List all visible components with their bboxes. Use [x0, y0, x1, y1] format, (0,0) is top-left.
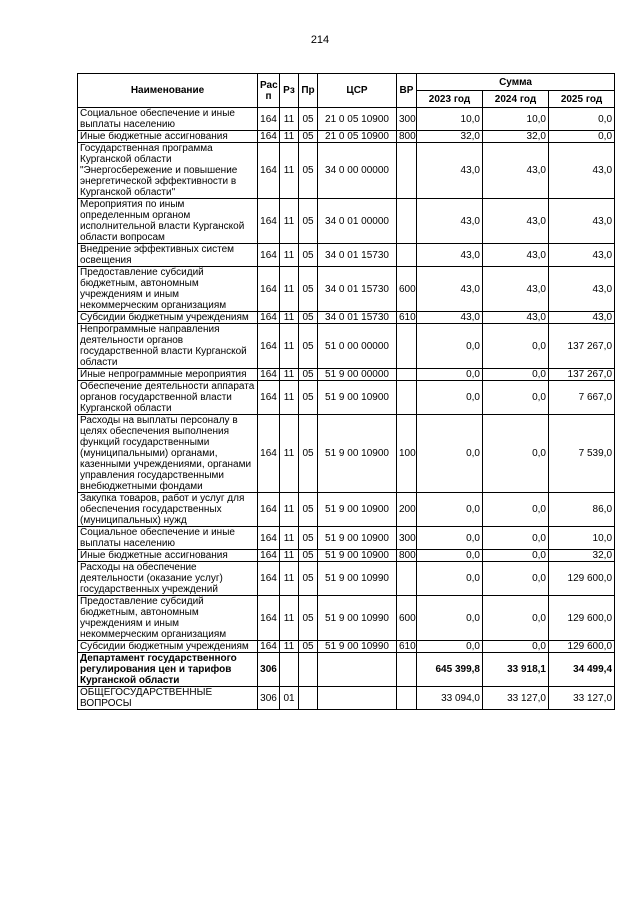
- cell-rz: [280, 653, 299, 687]
- cell-2023: 645 399,8: [417, 653, 483, 687]
- table-body: [78, 108, 615, 710]
- cell-rz: 11: [280, 493, 299, 527]
- cell-2025: 34 499,4: [549, 653, 615, 687]
- cell-csr: 51 9 00 10900: [318, 550, 397, 562]
- cell-2025: 0,0: [549, 131, 615, 143]
- cell-name: Расходы на выплаты персоналу в целях обеспечения выполнения функций государственными (муниципальными) органами, казенными учреждениями, органами управления государственными внебюджетными фондами: [78, 415, 258, 493]
- cell-name: Предоставление субсидий бюджетным, автономным учреждениям и иным некоммерческим организациям: [78, 267, 258, 312]
- cell-name: Социальное обеспечение и иные выплаты населению: [78, 108, 258, 131]
- cell-vr: [397, 381, 417, 415]
- cell-vr: [397, 324, 417, 369]
- cell-pr: 05: [299, 108, 318, 131]
- cell-rasp: 164: [258, 381, 280, 415]
- table-row: [78, 415, 615, 493]
- table-row: [78, 596, 615, 641]
- cell-pr: 05: [299, 324, 318, 369]
- table-row: [78, 131, 615, 143]
- table-row: [78, 369, 615, 381]
- cell-2024: 0,0: [483, 562, 549, 596]
- cell-rz: 11: [280, 199, 299, 244]
- cell-rasp: 164: [258, 369, 280, 381]
- cell-rasp: 306: [258, 653, 280, 687]
- cell-2025: 0,0: [549, 108, 615, 131]
- cell-2023: 43,0: [417, 199, 483, 244]
- cell-vr: [397, 369, 417, 381]
- cell-rasp: 164: [258, 562, 280, 596]
- cell-2025: 43,0: [549, 143, 615, 199]
- table-row: [78, 493, 615, 527]
- cell-2025: 33 127,0: [549, 687, 615, 710]
- cell-csr: 51 9 00 10900: [318, 527, 397, 550]
- cell-rz: 11: [280, 641, 299, 653]
- cell-vr: [397, 687, 417, 710]
- cell-vr: [397, 562, 417, 596]
- cell-2023: 0,0: [417, 415, 483, 493]
- cell-2024: 0,0: [483, 550, 549, 562]
- cell-rz: 11: [280, 324, 299, 369]
- cell-rz: 11: [280, 562, 299, 596]
- cell-pr: 05: [299, 381, 318, 415]
- cell-rz: 11: [280, 312, 299, 324]
- cell-rasp: 164: [258, 244, 280, 267]
- table-row: [78, 527, 615, 550]
- cell-rz: 11: [280, 415, 299, 493]
- cell-rz: 11: [280, 596, 299, 641]
- cell-vr: 800: [397, 131, 417, 143]
- cell-2025: 86,0: [549, 493, 615, 527]
- cell-2023: 0,0: [417, 562, 483, 596]
- cell-rasp: 164: [258, 550, 280, 562]
- header-2024: 2024 год: [483, 91, 549, 108]
- header-rz: Рз: [280, 74, 299, 108]
- cell-name: Субсидии бюджетным учреждениям: [78, 641, 258, 653]
- cell-2023: 32,0: [417, 131, 483, 143]
- table-row: [78, 550, 615, 562]
- cell-rasp: 306: [258, 687, 280, 710]
- cell-rz: 11: [280, 550, 299, 562]
- cell-rasp: 164: [258, 312, 280, 324]
- cell-2024: 32,0: [483, 131, 549, 143]
- cell-2023: 10,0: [417, 108, 483, 131]
- cell-2023: 0,0: [417, 381, 483, 415]
- cell-2023: 0,0: [417, 641, 483, 653]
- table-row: [78, 641, 615, 653]
- cell-2025: 10,0: [549, 527, 615, 550]
- cell-pr: [299, 687, 318, 710]
- cell-rasp: 164: [258, 415, 280, 493]
- cell-pr: 05: [299, 596, 318, 641]
- header-name: Наименование: [78, 74, 258, 108]
- cell-2024: 43,0: [483, 244, 549, 267]
- cell-pr: 05: [299, 527, 318, 550]
- cell-vr: 800: [397, 550, 417, 562]
- cell-csr: 34 0 01 15730: [318, 244, 397, 267]
- cell-name: Социальное обеспечение и иные выплаты населению: [78, 527, 258, 550]
- cell-2023: 33 094,0: [417, 687, 483, 710]
- cell-rz: 11: [280, 143, 299, 199]
- cell-csr: 51 0 00 00000: [318, 324, 397, 369]
- cell-name: Государственная программа Курганской области "Энергосбережение и повышение энергетической эффективности в Курганской области": [78, 143, 258, 199]
- cell-2025: 43,0: [549, 244, 615, 267]
- cell-2025: 137 267,0: [549, 369, 615, 381]
- cell-vr: 610: [397, 312, 417, 324]
- cell-csr: 51 9 00 10900: [318, 415, 397, 493]
- cell-pr: 05: [299, 143, 318, 199]
- cell-csr: 51 9 00 10900: [318, 493, 397, 527]
- cell-2025: 43,0: [549, 267, 615, 312]
- cell-rz: 11: [280, 244, 299, 267]
- cell-vr: 610: [397, 641, 417, 653]
- cell-rz: 01: [280, 687, 299, 710]
- header-csr: ЦСР: [318, 74, 397, 108]
- page-number: 214: [310, 34, 330, 46]
- cell-2025: 43,0: [549, 199, 615, 244]
- cell-2024: 33 127,0: [483, 687, 549, 710]
- header-2025: 2025 год: [549, 91, 615, 108]
- cell-2023: 0,0: [417, 369, 483, 381]
- table-row: [78, 324, 615, 369]
- cell-csr: [318, 653, 397, 687]
- header-sum: Сумма: [417, 74, 615, 91]
- table-row: [78, 653, 615, 687]
- cell-2025: 43,0: [549, 312, 615, 324]
- cell-2025: 137 267,0: [549, 324, 615, 369]
- table-row: [78, 267, 615, 312]
- cell-rasp: 164: [258, 527, 280, 550]
- cell-2023: 0,0: [417, 527, 483, 550]
- cell-pr: 05: [299, 493, 318, 527]
- cell-vr: [397, 143, 417, 199]
- cell-name: ОБЩЕГОСУДАРСТВЕННЫЕ ВОПРОСЫ: [78, 687, 258, 710]
- cell-vr: [397, 653, 417, 687]
- table-row: [78, 687, 615, 710]
- cell-rasp: 164: [258, 324, 280, 369]
- cell-pr: [299, 653, 318, 687]
- cell-pr: 05: [299, 199, 318, 244]
- cell-csr: 21 0 05 10900: [318, 108, 397, 131]
- cell-name: Иные бюджетные ассигнования: [78, 550, 258, 562]
- cell-vr: [397, 199, 417, 244]
- cell-vr: 200: [397, 493, 417, 527]
- cell-2024: 0,0: [483, 324, 549, 369]
- cell-2023: 0,0: [417, 493, 483, 527]
- cell-2024: 43,0: [483, 199, 549, 244]
- table-row: [78, 143, 615, 199]
- cell-name: Иные бюджетные ассигнования: [78, 131, 258, 143]
- table-row: [78, 244, 615, 267]
- cell-vr: 300: [397, 527, 417, 550]
- cell-csr: 21 0 05 10900: [318, 131, 397, 143]
- cell-csr: 34 0 01 15730: [318, 267, 397, 312]
- cell-name: Предоставление субсидий бюджетным, автономным учреждениям и иным некоммерческим организациям: [78, 596, 258, 641]
- cell-2023: 43,0: [417, 267, 483, 312]
- cell-2024: 0,0: [483, 369, 549, 381]
- cell-rasp: 164: [258, 596, 280, 641]
- table-row: [78, 312, 615, 324]
- cell-2023: 43,0: [417, 312, 483, 324]
- cell-rasp: 164: [258, 143, 280, 199]
- cell-rasp: 164: [258, 199, 280, 244]
- cell-name: Внедрение эффективных систем освещения: [78, 244, 258, 267]
- cell-rasp: 164: [258, 493, 280, 527]
- table-row: [78, 108, 615, 131]
- cell-name: Закупка товаров, работ и услуг для обеспечения государственных (муниципальных) нужд: [78, 493, 258, 527]
- cell-2024: 0,0: [483, 381, 549, 415]
- cell-vr: 600: [397, 596, 417, 641]
- cell-name: Субсидии бюджетным учреждениям: [78, 312, 258, 324]
- cell-pr: 05: [299, 562, 318, 596]
- cell-csr: 34 0 01 00000: [318, 199, 397, 244]
- cell-2025: 7 667,0: [549, 381, 615, 415]
- cell-2025: 7 539,0: [549, 415, 615, 493]
- header-2023: 2023 год: [417, 91, 483, 108]
- cell-vr: [397, 244, 417, 267]
- budget-table: [77, 73, 615, 710]
- cell-rz: 11: [280, 267, 299, 312]
- cell-2024: 0,0: [483, 415, 549, 493]
- cell-2024: 0,0: [483, 493, 549, 527]
- cell-vr: 100: [397, 415, 417, 493]
- header-rasp: Рас п: [258, 74, 280, 108]
- cell-2024: 0,0: [483, 527, 549, 550]
- cell-csr: 51 9 00 10990: [318, 641, 397, 653]
- cell-vr: 300: [397, 108, 417, 131]
- table-row: [78, 562, 615, 596]
- cell-csr: 51 9 00 00000: [318, 369, 397, 381]
- cell-2023: 0,0: [417, 324, 483, 369]
- cell-pr: 05: [299, 415, 318, 493]
- cell-pr: 05: [299, 312, 318, 324]
- cell-rasp: 164: [258, 108, 280, 131]
- cell-rz: 11: [280, 108, 299, 131]
- cell-csr: 51 9 00 10990: [318, 596, 397, 641]
- cell-2024: 33 918,1: [483, 653, 549, 687]
- cell-2025: 129 600,0: [549, 562, 615, 596]
- cell-name: Мероприятия по иным определенным органом исполнительной власти Курганской области вопросам: [78, 199, 258, 244]
- cell-rz: 11: [280, 131, 299, 143]
- cell-rasp: 164: [258, 267, 280, 312]
- cell-2024: 43,0: [483, 312, 549, 324]
- cell-rz: 11: [280, 527, 299, 550]
- cell-csr: 34 0 00 00000: [318, 143, 397, 199]
- cell-2023: 0,0: [417, 596, 483, 641]
- cell-2024: 0,0: [483, 596, 549, 641]
- cell-rasp: 164: [258, 131, 280, 143]
- cell-2025: 129 600,0: [549, 596, 615, 641]
- cell-2024: 43,0: [483, 267, 549, 312]
- cell-csr: 51 9 00 10990: [318, 562, 397, 596]
- cell-2024: 43,0: [483, 143, 549, 199]
- cell-2023: 43,0: [417, 143, 483, 199]
- cell-rasp: 164: [258, 641, 280, 653]
- cell-csr: 34 0 01 15730: [318, 312, 397, 324]
- cell-name: Обеспечение деятельности аппарата органов государственной власти Курганской области: [78, 381, 258, 415]
- cell-csr: 51 9 00 10900: [318, 381, 397, 415]
- cell-pr: 05: [299, 641, 318, 653]
- cell-pr: 05: [299, 550, 318, 562]
- cell-pr: 05: [299, 131, 318, 143]
- cell-pr: 05: [299, 369, 318, 381]
- table-row: [78, 381, 615, 415]
- cell-name: Иные непрограммные мероприятия: [78, 369, 258, 381]
- cell-rz: 11: [280, 369, 299, 381]
- cell-2025: 32,0: [549, 550, 615, 562]
- cell-csr: [318, 687, 397, 710]
- header-vr: ВР: [397, 74, 417, 108]
- header-pr: Пр: [299, 74, 318, 108]
- cell-name: Непрограммные направления деятельности органов государственной власти Курганской области: [78, 324, 258, 369]
- cell-rz: 11: [280, 381, 299, 415]
- cell-name: Департамент государственного регулирования цен и тарифов Курганской области: [78, 653, 258, 687]
- cell-2023: 43,0: [417, 244, 483, 267]
- table-row: [78, 199, 615, 244]
- cell-2025: 129 600,0: [549, 641, 615, 653]
- cell-vr: 600: [397, 267, 417, 312]
- cell-2024: 10,0: [483, 108, 549, 131]
- cell-pr: 05: [299, 244, 318, 267]
- cell-2024: 0,0: [483, 641, 549, 653]
- cell-2023: 0,0: [417, 550, 483, 562]
- cell-name: Расходы на обеспечение деятельности (оказание услуг) государственных учреждений: [78, 562, 258, 596]
- cell-pr: 05: [299, 267, 318, 312]
